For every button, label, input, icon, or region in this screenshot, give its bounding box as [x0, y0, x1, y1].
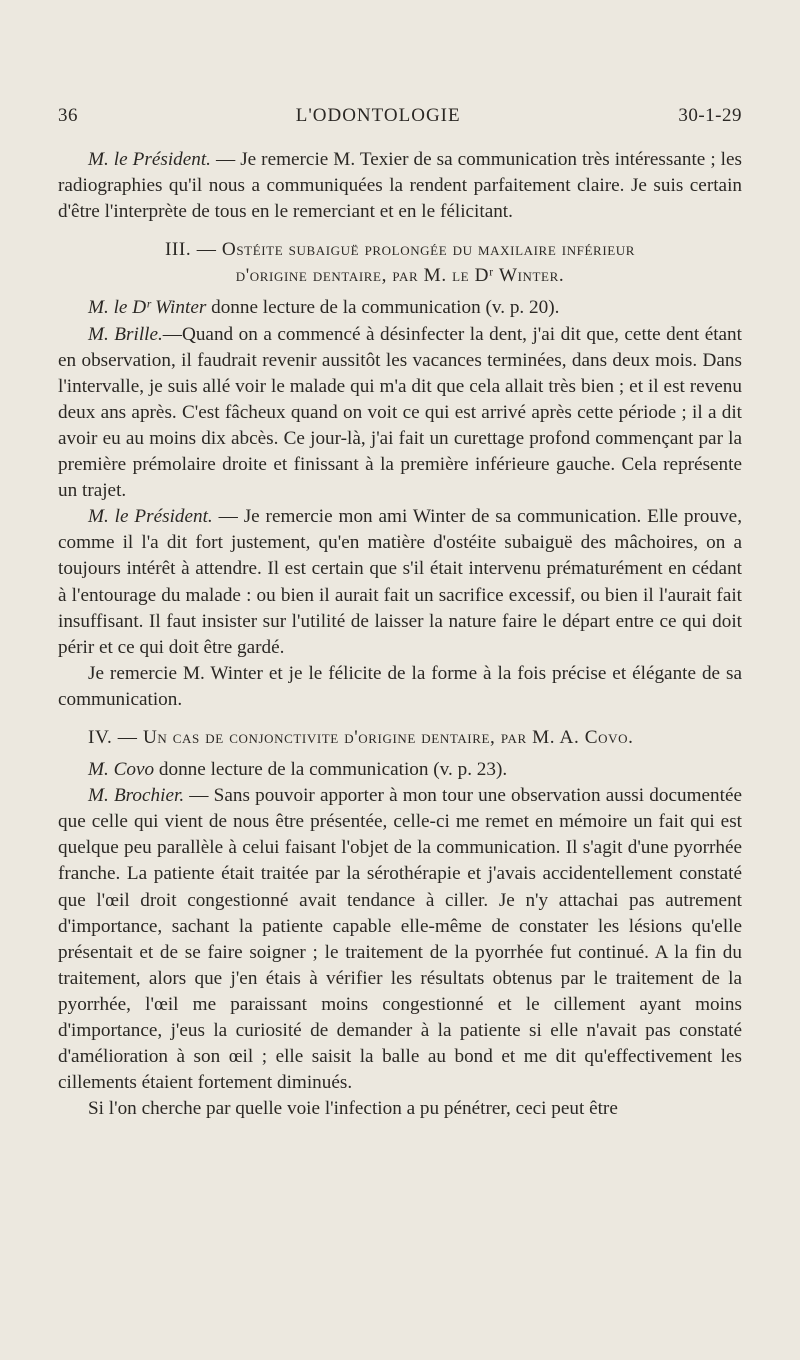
speaker-name: M. Brochier.: [88, 785, 185, 807]
paragraph-text: — Je remercie M. Texier de sa communication très intéressante ; les radiographies qu'il nous a communiquées la rendent parfaitement claire. Je suis certain d'être l'interprète de tous en le remerciant et en le félicitant.: [58, 149, 742, 223]
running-header: [58, 103, 742, 129]
speaker-name: M. Brille.: [88, 323, 163, 345]
paragraph-text: donne lecture de la communication (v. p. 20).: [206, 297, 560, 319]
paragraph-text: — Je remercie mon ami Winter de sa communication. Elle prouve, comme il l'a dit fort justement, qu'en matière d'ostéite subaiguë des mâchoires, on a toujours intérêt à attendre. Il est certain que s'il était intervenu prématurément en cédant à l'entourage du malade : ou bien il aurait fait un sacrifice excessif, ou bien il l'aurait fait insuffisant. Il faut insister sur l'utilité de laisser la nature faire le départ entre ce qui doit périr et ce qui doit être gardé.: [58, 506, 742, 658]
section-heading-line: d'origine dentaire, par M. le Dʳ Winter.: [235, 265, 565, 287]
paragraph-final: Si l'on cherche par quelle voie l'infection a pu pénétrer, ceci peut être: [88, 1098, 618, 1120]
speaker-name: M. le Président.: [88, 149, 211, 170]
journal-title: L'ODONTOLOGIE: [295, 105, 461, 126]
issue-date: 30-1-29: [678, 105, 742, 126]
paragraph-text: — Sans pouvoir apporter à mon tour une observation aussi documentée que celle qui vient de nous être présentée, celle-ci me remet en mémoire un fait qui est quelque peu parallèle à celui faisant l'objet de la communication. Il s'agit d'une pyorrhée franche. La patiente était traitée par la sérothérapie et j'avais accidentellement constaté que l'œil droit congestionné avait tendance à ciller. Je n'y attachai pas autrement d'importance, sachant la patiente capable elle-même de constater les lésions qu'elle présentait et de se faire soigner ; le traitement de la pyorrhée fut continué. A la fin du traitement, alors que j'en étais à vérifier les résultats obtenus par le traitement de la pyorrhée, l'œil me paraissant moins congestionné et le cillement ayant moins d'importance, j'eus la curiosité de demander à la patiente si elle n'avait pas constaté d'amélioration à son œil ; elle saisit la balle au bond et me dit qu'effectivement les cillements étaient fortement diminués.: [58, 785, 742, 1094]
section-heading-line: III. — Ostéite subaiguë prolongée du maxilaire inférieur: [164, 239, 636, 261]
speaker-name: M. le Dʳ Winter: [88, 297, 207, 319]
speaker-name: M. Covo: [88, 759, 155, 781]
section-heading-3: [58, 237, 742, 289]
paragraph-covo: [58, 757, 742, 783]
section-heading-4: IV. — Un cas de conjonctivite d'origine dentaire, par M. A. Covo.: [88, 726, 634, 748]
paragraph-brochier: [58, 783, 742, 1096]
paragraph-text: donne lecture de la communication (v. p. 23).: [154, 759, 508, 781]
paragraph-text: —Quand on a commencé à désinfecter la dent, j'ai dit que, cette dent étant en observation, il faudrait revenir aussitôt les vacances terminées, dans deux mois. Dans l'intervalle, je suis allé voir le malade qui m'a dit que cela allait très bien ; et il est revenu deux ans après. C'est fâcheux quand on voit ce qui est arrivé après cette période ; il a dit avoir eu au moins dix abcès. Ce jour-là, j'ai fait un curettage profond commençant par la première prémolaire droite et finissant à la première inférieure gauche. Cela représente un trajet.: [58, 323, 742, 502]
paragraph-president-3: Je remercie M. Winter et je le félicite de la forme à la fois précise et élégante de sa communication.: [58, 662, 742, 710]
paragraph-president-1: [58, 147, 742, 225]
paragraph-brille: [58, 322, 742, 505]
paragraph-winter: [58, 295, 742, 321]
page-number: 36: [58, 105, 78, 126]
speaker-name: M. le Président.: [88, 506, 213, 528]
paragraph-president-2: [58, 504, 742, 661]
